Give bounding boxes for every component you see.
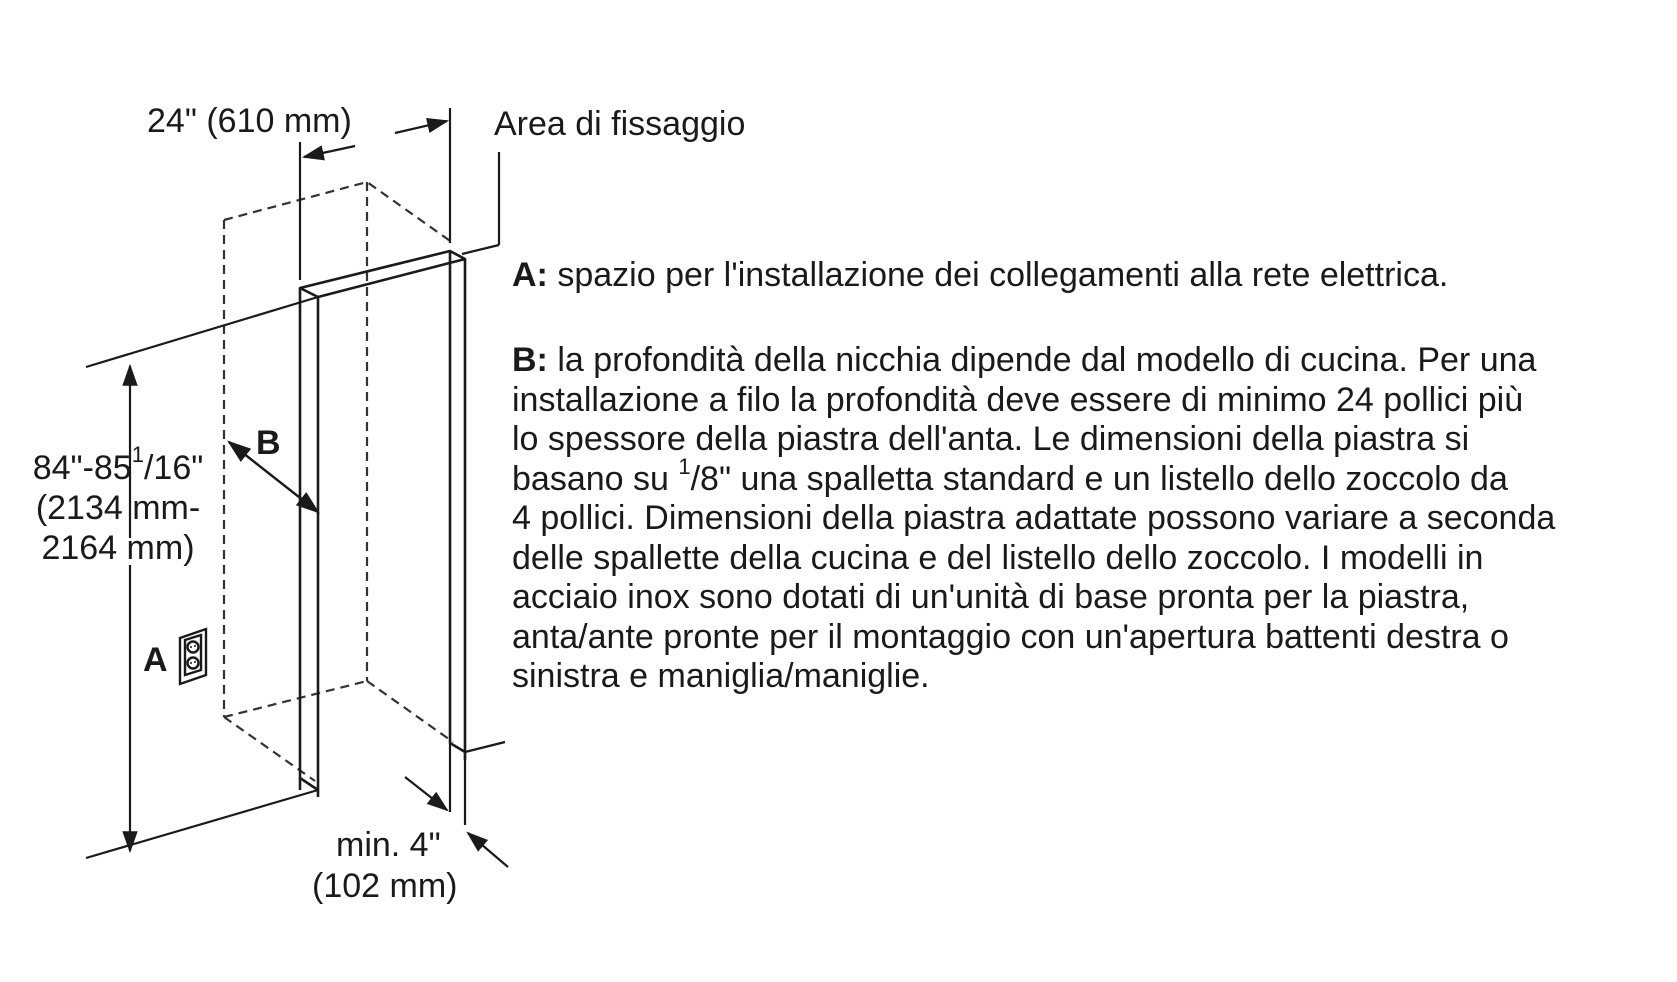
- note-b-line: acciaio inox sono dotati di un'unità di base pronta per la piastra,: [512, 578, 1470, 616]
- note-a: [512, 256, 1448, 296]
- note-b: [512, 341, 1555, 697]
- height-dimension-mm-line1: (2134 mm-: [35, 489, 201, 527]
- power-outlet-icon: [180, 629, 206, 684]
- height-dimension-mm-line2: 2164 mm): [41, 529, 195, 567]
- note-b-line: basano su $^1$/8" una spalletta standard e un listello dello zoccolo da: [512, 453, 1508, 498]
- note-b-line: lo spessore della piastra dell'anta. Le dimensioni della piastra si: [512, 420, 1470, 458]
- reference-lines: [86, 297, 505, 858]
- width-dimension-label: 24" (610 mm): [147, 102, 352, 140]
- note-b-key: B:: [512, 341, 548, 379]
- marker-a: A: [143, 641, 168, 679]
- note-b-line: 4 pollici. Dimensioni della piastra adattate possono variare a seconda: [512, 499, 1556, 537]
- note-b-line: la profondità della nicchia dipende dal modello di cucina. Per una: [547, 341, 1537, 379]
- height-dimension-label: [18, 442, 218, 488]
- note-a-key: A:: [512, 256, 548, 294]
- note-b-line: sinistra e maniglia/maniglie.: [512, 657, 930, 695]
- note-b-line: installazione a filo la profondità deve essere di minimo 24 pollici più: [512, 380, 1524, 419]
- min-depth-label-line2: (102 mm): [312, 867, 458, 905]
- marker-b: B: [256, 424, 281, 462]
- cabinet-frame: [300, 251, 465, 797]
- min-depth-label-line1: min. 4": [336, 826, 441, 864]
- note-a-text: spazio per l'installazione dei collegamenti alla rete elettrica.: [547, 256, 1449, 294]
- note-b-line: anta/ante pronte per il montaggio con un'apertura battenti destra o: [512, 617, 1509, 656]
- mounting-area-leader: [462, 152, 499, 254]
- mounting-area-label: Area di fissaggio: [494, 105, 746, 143]
- note-b-line: delle spallette della cucina e del listello dello zoccolo. I modelli in: [512, 538, 1484, 577]
- height-dimension-inches: $84"-85^1/16$": [32, 442, 204, 487]
